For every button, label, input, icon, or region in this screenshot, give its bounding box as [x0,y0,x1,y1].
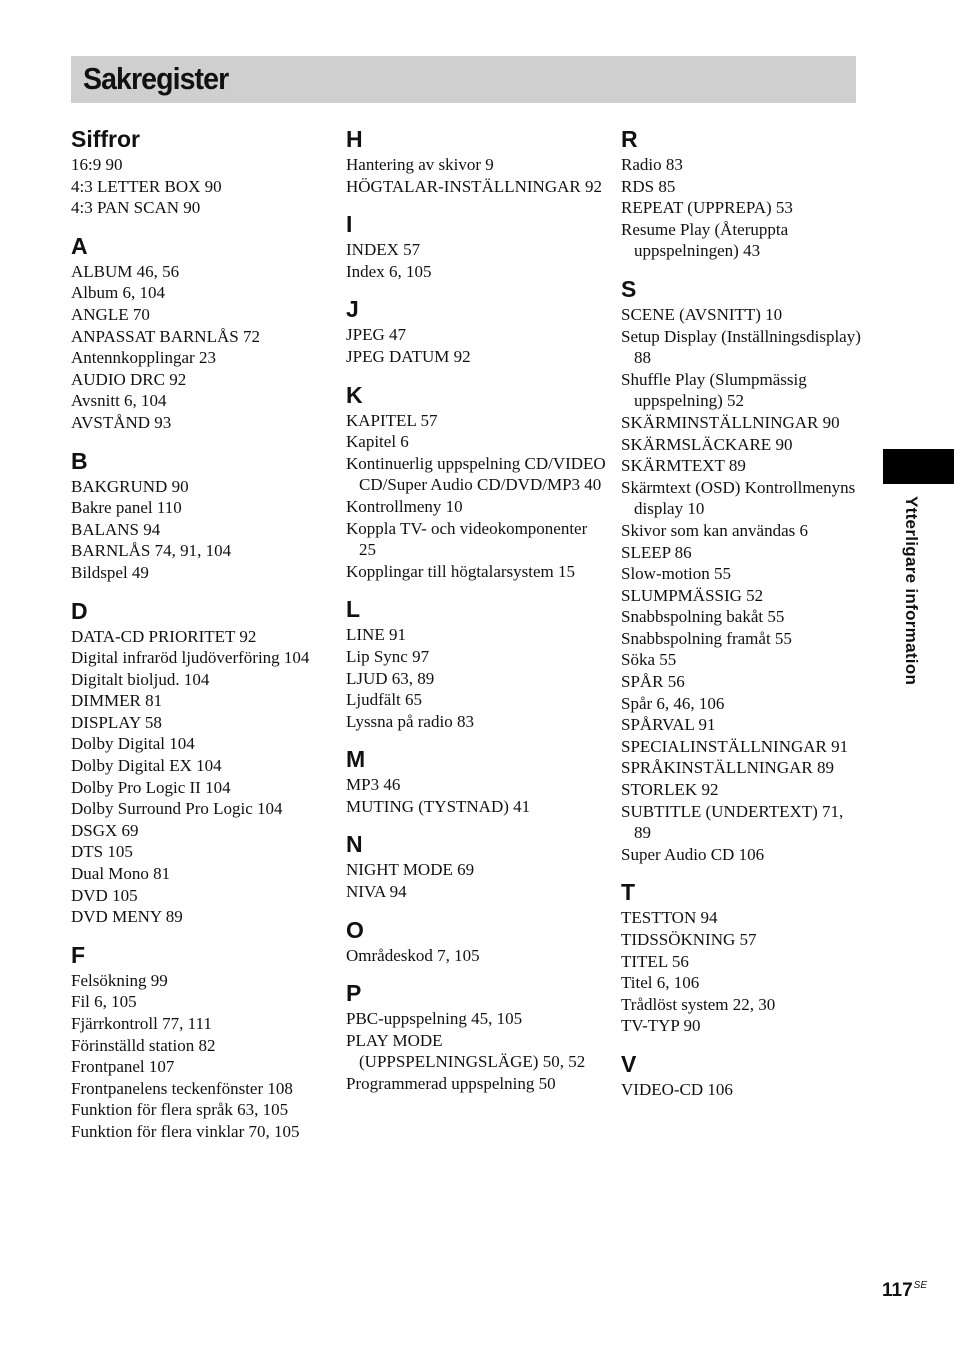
section-heading: F [71,941,86,968]
index-entry: SKÄRMTEXT 89 [621,456,746,476]
index-section [71,446,333,584]
index-section [346,380,608,583]
index-entry: DISPLAY 58 [71,712,162,732]
index-entry: Programmerad uppspelning 50 [346,1074,556,1094]
index-entry: TIDSSÖKNING 57 [621,930,757,949]
index-entry: NIVA 94 [346,882,407,902]
index-section [621,1049,861,1101]
index-entry: 4:3 PAN SCAN 90 [71,198,201,218]
index-section [346,744,608,817]
index-entry: Trådlöst system 22, 30 [621,994,776,1014]
index-entry: Digital infraröd ljudöverföring 104 [71,648,310,668]
index-column-3 [621,124,861,1113]
index-section [621,877,861,1037]
section-heading: M [346,746,366,773]
index-entry: PLAY MODE (UPPSPELNINGSLÄGE) 50, 52 [346,1030,586,1072]
entry-list [71,154,333,219]
title-bar [71,56,856,103]
index-entry: Radio 83 [621,155,683,174]
index-section [346,978,608,1094]
page-title: Sakregister [83,61,229,96]
section-heading: B [71,447,88,474]
index-entry: Frontpanelens teckenfönster 108 [71,1078,293,1098]
index-entry: Funktion för flera språk 63, 105 [71,1100,289,1120]
section-heading: J [346,296,359,323]
index-entry: TITEL 56 [621,951,689,971]
index-entry: Snabbspolning bakåt 55 [621,607,785,627]
index-entry: VIDEO-CD 106 [621,1079,733,1099]
index-entry: Fjärrkontroll 77, 111 [71,1014,212,1033]
entry-list [346,945,608,967]
index-entry: BARNLÅS 74, 91, 104 [71,541,232,561]
index-entry: Frontpanel 107 [71,1057,175,1077]
side-section-label: Ytterligare information [902,496,921,686]
index-entry: Snabbspolning framåt 55 [621,628,792,648]
index-section [346,209,608,282]
entry-list [71,476,333,584]
section-heading: L [346,596,361,623]
index-entry: SCENE (AVSNITT) 10 [621,304,783,324]
index-entry: Titel 6, 106 [621,973,700,993]
index-entry: Dolby Surround Pro Logic 104 [71,799,283,819]
index-entry: LINE 91 [346,625,406,645]
index-entry: DIMMER 81 [71,691,163,711]
section-heading: I [346,211,353,238]
index-section [621,124,861,262]
index-entry: Resume Play (Återuppta uppspelningen) 43 [621,219,789,261]
index-entry: Dual Mono 81 [71,864,171,884]
page-number-suffix: SE [913,1280,927,1291]
index-entry: SPRÅKINSTÄLLNINGAR 89 [621,758,834,778]
index-entry: TV-TYP 90 [621,1016,701,1036]
index-section [71,124,333,219]
index-section [346,594,608,732]
index-entry: Felsökning 99 [71,970,168,990]
index-section [346,829,608,902]
index-section [621,274,861,865]
entry-list [346,624,608,732]
index-column-2 [346,124,608,1107]
index-entry: Kontrollmeny 10 [346,496,463,516]
index-entry: DVD MENY 89 [71,907,183,927]
section-heading: N [346,831,363,858]
entry-list [346,239,608,282]
index-entry: AUDIO DRC 92 [71,369,187,389]
index-entry: SKÄRMSLÄCKARE 90 [621,434,793,454]
index-section [71,231,333,434]
entry-list [346,859,608,902]
index-entry: Hantering av skivor 9 [346,155,494,174]
section-tab-marker [883,449,954,484]
section-heading: K [346,381,363,408]
section-heading: R [621,126,638,152]
index-entry: TESTTON 94 [621,908,718,928]
index-entry: PBC-uppspelning 45, 105 [346,1009,523,1029]
index-entry: SPÅRVAL 91 [621,715,716,735]
section-heading: P [346,980,362,1007]
index-entry: LJUD 63, 89 [346,668,435,688]
section-heading: S [621,275,637,302]
entry-list [71,626,333,928]
index-entry: Förinställd station 82 [71,1035,216,1055]
index-entry: Lip Sync 97 [346,646,430,666]
index-entry: DATA-CD PRIORITET 92 [71,626,257,646]
index-entry: Skivor som kan användas 6 [621,520,808,540]
index-entry: Fil 6, 105 [71,992,137,1012]
entry-list [346,774,608,817]
index-entry: Index 6, 105 [346,261,432,281]
index-entry: Dolby Pro Logic II 104 [71,777,231,797]
index-entry: 16:9 90 [71,155,123,174]
index-entry: SPÅR 56 [621,672,685,692]
index-entry: SLEEP 86 [621,542,692,562]
index-entry: JPEG 47 [346,325,406,345]
index-section [346,294,608,367]
index-entry: Setup Display (Inställningsdisplay) 88 [621,326,861,368]
index-entry: Spår 6, 46, 106 [621,693,725,713]
entry-list [346,324,608,367]
page-number [882,1280,927,1302]
index-entry: NIGHT MODE 69 [346,860,475,880]
index-entry: Kopplingar till högtalarsystem 15 [346,561,575,581]
index-column-1 [71,124,333,1155]
index-entry: DVD 105 [71,885,138,905]
index-entry: STORLEK 92 [621,780,719,800]
index-entry: Super Audio CD 106 [621,844,765,864]
section-heading: H [346,126,363,152]
index-entry: JPEG DATUM 92 [346,346,471,366]
index-entry: Lyssna på radio 83 [346,711,474,731]
index-entry: Områdeskod 7, 105 [346,945,480,965]
index-entry: Skärmtext (OSD) Kontrollmenyns display 10 [621,477,856,519]
index-entry: Dolby Digital EX 104 [71,756,222,776]
index-entry: Ljudfält 65 [346,690,423,710]
section-heading: Siffror [71,126,140,152]
section-heading: T [621,879,636,906]
index-entry: Kapitel 6 [346,432,409,452]
index-entry: AVSTÅND 93 [71,412,172,432]
index-entry: Bildspel 49 [71,562,149,582]
index-entry: Slow-motion 55 [621,564,732,584]
section-heading: O [346,916,364,943]
index-entry: ANPASSAT BARNLÅS 72 [71,326,260,346]
entry-list [71,970,333,1143]
entry-list [621,1079,861,1101]
section-heading: D [71,597,88,624]
index-entry: SLUMPMÄSSIG 52 [621,585,764,605]
page-number-value: 117 [882,1280,913,1301]
entry-list [346,1008,608,1094]
index-entry: Digitalt bioljud. 104 [71,669,210,689]
index-section [71,940,333,1143]
index-entry: SKÄRMINSTÄLLNINGAR 90 [621,412,840,432]
index-entry: Koppla TV- och videokomponenter 25 [346,518,588,560]
index-entry: HÖGTALAR-INSTÄLLNINGAR 92 [346,176,602,196]
index-entry: Album 6, 104 [71,283,165,303]
entry-list [71,261,333,434]
index-entry: Kontinuerlig uppspelning CD/VIDEO CD/Super Audio CD/DVD/MP3 40 [346,453,606,495]
index-entry: Avsnitt 6, 104 [71,391,167,411]
index-entry: BAKGRUND 90 [71,476,189,496]
index-entry: RDS 85 [621,176,676,196]
index-entry: MP3 46 [346,775,401,795]
index-entry: Funktion för flera vinklar 70, 105 [71,1121,300,1141]
section-heading: V [621,1050,637,1077]
index-section [346,915,608,967]
index-entry: KAPITEL 57 [346,410,438,430]
index-entry: SUBTITLE (UNDERTEXT) 71, 89 [621,801,844,843]
index-entry: BALANS 94 [71,519,161,539]
index-entry: INDEX 57 [346,240,421,260]
section-heading: A [71,232,88,259]
index-entry: DTS 105 [71,842,133,862]
index-section [71,596,333,928]
index-entry: SPECIALINSTÄLLNINGAR 91 [621,736,849,756]
entry-list [346,154,608,197]
index-entry: Söka 55 [621,650,677,670]
entry-list [346,410,608,583]
index-entry: DSGX 69 [71,820,139,840]
entry-list [621,154,861,262]
entry-list [621,907,861,1037]
index-entry: MUTING (TYSTNAD) 41 [346,796,531,816]
index-entry: Antennkopplingar 23 [71,348,216,368]
entry-list [621,304,861,865]
index-entry: Bakre panel 110 [71,498,182,518]
index-entry: Shuffle Play (Slumpmässig uppspelning) 52 [621,369,807,411]
index-entry: ALBUM 46, 56 [71,261,180,281]
index-entry: Dolby Digital 104 [71,734,195,754]
index-section [346,124,608,197]
index-entry: 4:3 LETTER BOX 90 [71,176,222,196]
index-entry: REPEAT (UPPREPA) 53 [621,198,793,218]
index-entry: ANGLE 70 [71,304,150,324]
